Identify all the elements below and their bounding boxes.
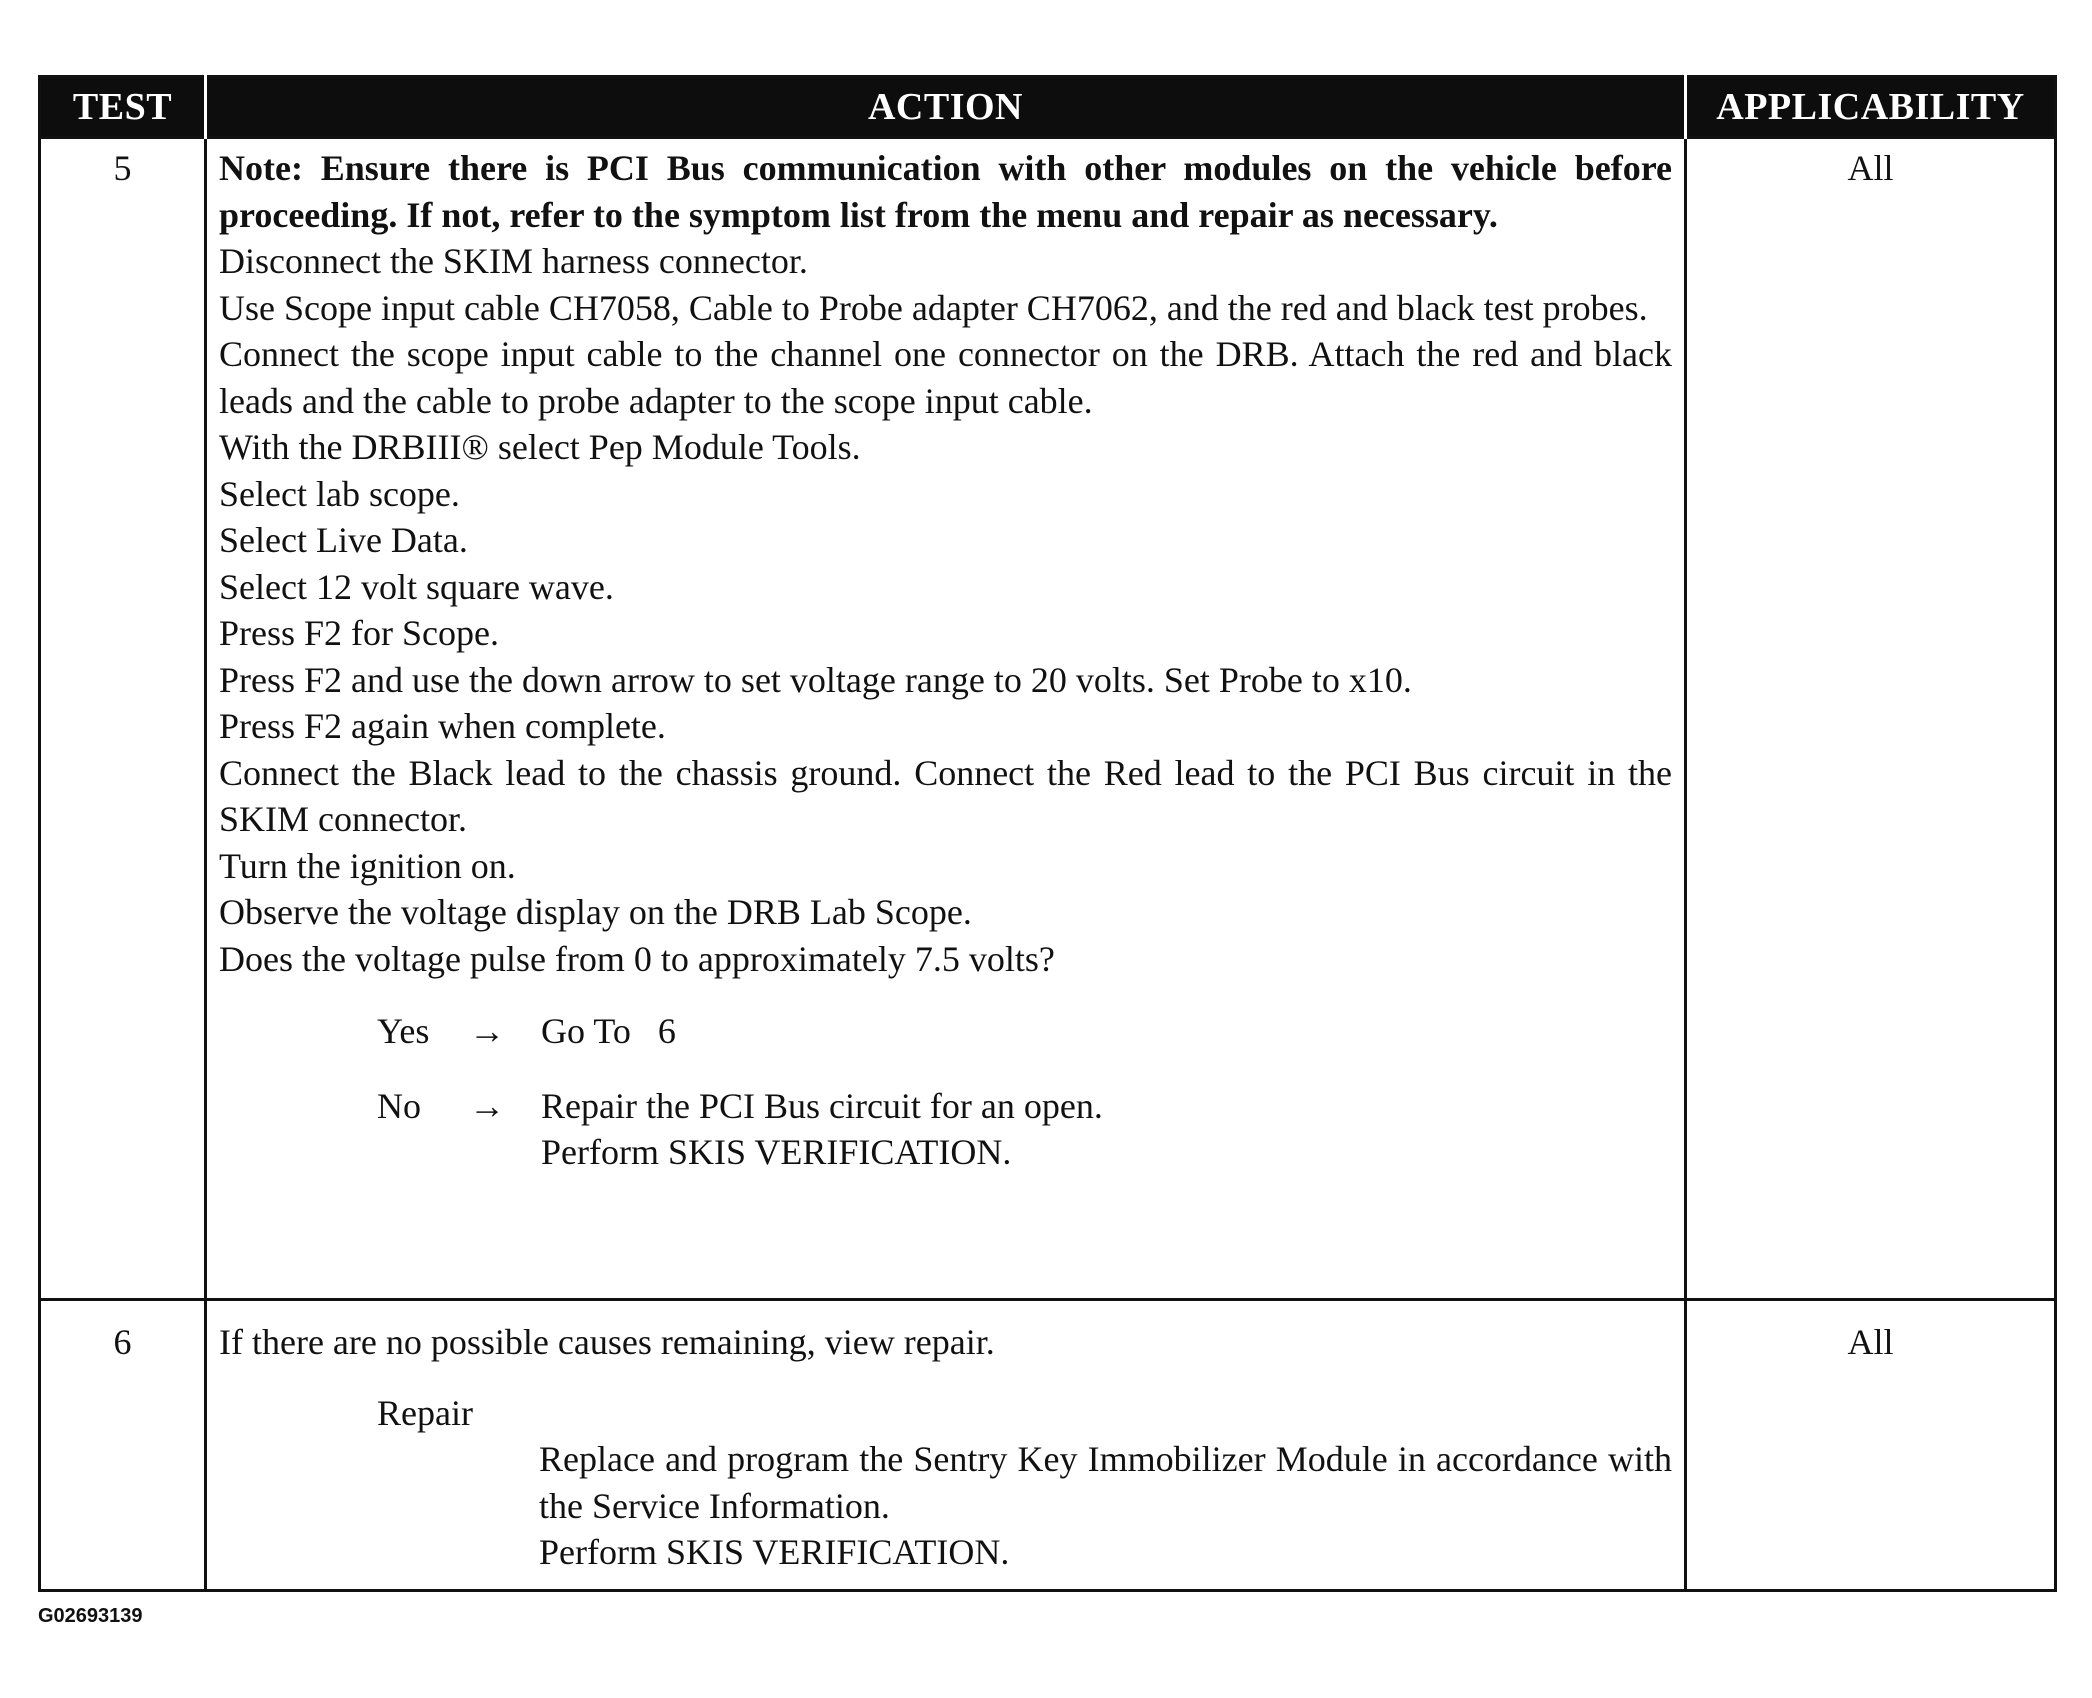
repair-line1: Replace and program the Sentry Key Immobilizer Module in accordance with the Service Information.: [539, 1439, 1672, 1526]
step-text: Select 12 volt square wave.: [219, 566, 614, 607]
repair-block: [377, 1390, 1672, 1576]
right-arrow-icon: →: [469, 1011, 505, 1051]
step-text: Turn the ignition on.: [219, 845, 516, 886]
test-number: 5: [40, 138, 206, 1300]
table-row-test-5: [40, 138, 2056, 1300]
right-arrow-icon: →: [469, 1085, 505, 1126]
diagnostic-table-sheet: [38, 75, 2054, 1592]
outcome-yes: [377, 1008, 1672, 1055]
action-cell: [206, 138, 1686, 1300]
step-text: Select Live Data.: [219, 520, 468, 560]
repair-text: [539, 1436, 1672, 1576]
step-text: Press F2 for Scope.: [219, 613, 499, 653]
step-text: Use Scope input cable CH7058, Cable to Probe adapter CH7062, and the red and black test probes.: [219, 287, 1648, 328]
step-text: Observe the voltage display on the DRB Lab Scope.: [219, 892, 972, 932]
test-number: 6: [40, 1300, 206, 1591]
header-applicability: APPLICABILITY: [1686, 77, 2056, 138]
repair-label: Repair: [377, 1392, 473, 1433]
outcome-yes-label: Yes: [377, 1011, 430, 1051]
outcome-no-line2: Perform SKIS VERIFICATION.: [541, 1132, 1012, 1172]
header-test: TEST: [40, 77, 206, 138]
table-header-row: [40, 77, 2056, 138]
header-action: ACTION: [206, 77, 1686, 138]
document-code: G02693139: [38, 1605, 143, 1627]
action-cell: [206, 1300, 1686, 1591]
diagnostic-test-table: [38, 75, 2057, 1592]
note-text: Note: Ensure there is PCI Bus communication with other modules on the vehicle before proceeding. If not, refer to the symptom list from the menu and repair as necessary.: [219, 148, 1672, 235]
step-text: If there are no possible causes remaining, view repair.: [219, 1322, 995, 1362]
step-text: Disconnect the SKIM harness connector.: [219, 241, 808, 281]
step-text: Connect the Black lead to the chassis ground. Connect the Red lead to the PCI Bus circuit in the SKIM connector.: [219, 752, 1672, 839]
step-text: With the DRBIII® select Pep Module Tools.: [219, 427, 861, 467]
outcome-no-line1: Repair the PCI Bus circuit for an open.: [541, 1085, 1103, 1126]
step-text: Press F2 and use the down arrow to set voltage range to 20 volts. Set Probe to x10.: [219, 659, 1412, 700]
outcome-yes-result: Go To 6: [541, 1011, 676, 1051]
step-text: Press F2 again when complete.: [219, 706, 666, 746]
table-row-test-6: [40, 1300, 2056, 1591]
outcome-no: [377, 1083, 1672, 1176]
repair-line2: Perform SKIS VERIFICATION.: [539, 1532, 1010, 1572]
applicability-cell: All: [1686, 138, 2056, 1300]
outcome-no-result: [541, 1083, 1672, 1176]
step-text: Connect the scope input cable to the channel one connector on the DRB. Attach the red and black leads and the cable to probe adapter to the scope input cable.: [219, 334, 1672, 421]
step-text: Does the voltage pulse from 0 to approximately 7.5 volts?: [219, 938, 1055, 979]
outcome-no-label: No: [377, 1085, 421, 1126]
step-text: Select lab scope.: [219, 473, 460, 514]
applicability-cell: All: [1686, 1300, 2056, 1591]
